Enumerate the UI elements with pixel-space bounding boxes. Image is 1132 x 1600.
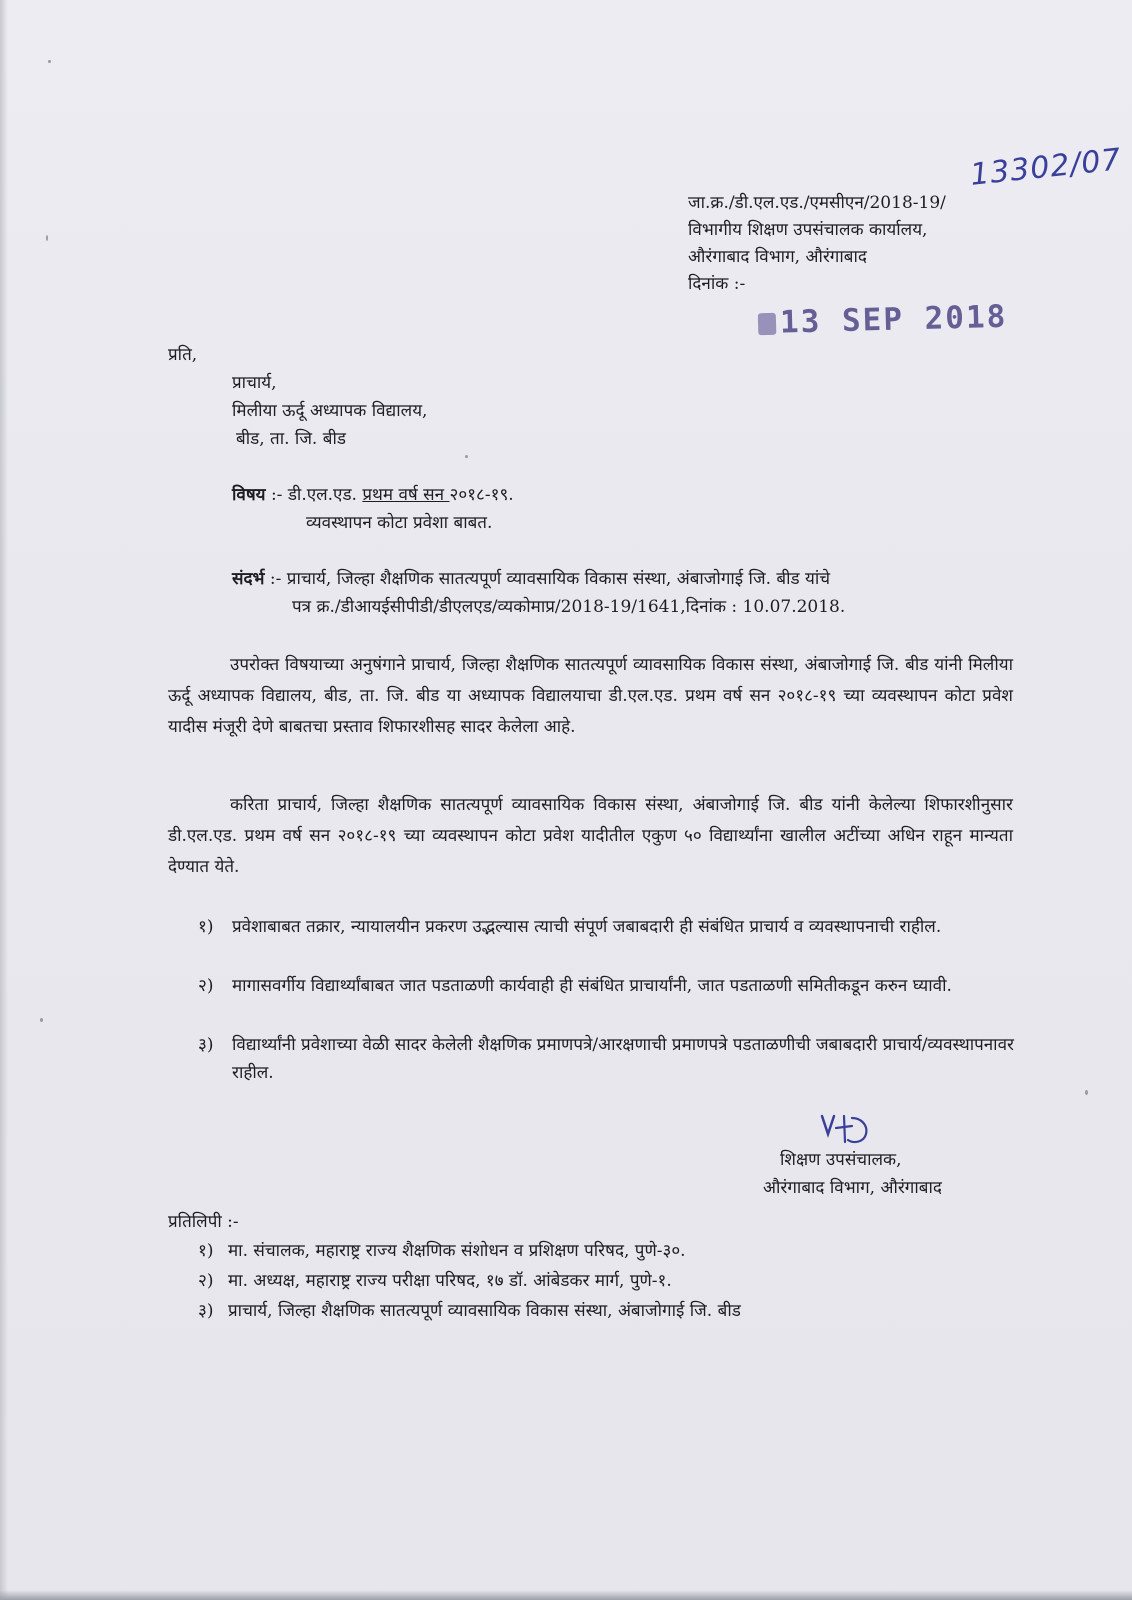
reference-line-1 — [232, 566, 830, 593]
to-label: प्रति, — [168, 345, 198, 365]
copy-to-text: प्राचार्य, जिल्हा शैक्षणिक सातत्यपूर्ण व्यावसायिक विकास संस्था, अंबाजोगाई जि. बीड — [228, 1301, 741, 1321]
condition-text: विद्यार्थ्यांनी प्रवेशाच्या वेळी सादर केलेली शैक्षणिक प्रमाणपत्रे/आरक्षणाची प्रमाणपत्रे पडताळणीची जबाबदारी प्राचार्य/व्यवस्थापनावर राहील. — [232, 1035, 1014, 1083]
reference-text-1: प्राचार्य, जिल्हा शैक्षणिक सातत्यपूर्ण व्यावसायिक विकास संस्था, अंबाजोगाई जि. बीड यांचे — [286, 569, 831, 589]
scan-edge-bottom — [0, 1590, 1132, 1600]
subject-year: प्रथम वर्ष सन — [362, 485, 450, 505]
condition-item — [198, 1031, 1018, 1087]
addressee-address: बीड, ता. जि. बीड — [236, 429, 346, 449]
scan-speck — [46, 235, 48, 241]
condition-text: प्रवेशाबाबत तक्रार, न्यायालयीन प्रकरण उद्भल्यास त्याची संपूर्ण जबाबदारी ही संबंधित प्राचार्य व व्यवस्थापनाची राहील. — [232, 917, 942, 937]
handwritten-signature-icon — [818, 1112, 874, 1148]
scan-edge-left — [0, 0, 8, 1600]
condition-item — [198, 913, 1018, 941]
copy-to-item — [198, 1237, 686, 1265]
reference-number: जा.क्र./डी.एल.एड./एमसीएन/2018-19/ — [688, 193, 946, 213]
reference-separator: :- — [264, 569, 287, 589]
subject-label: विषय — [232, 485, 266, 505]
addressee-institution: मिलीया ऊर्दू अध्यापक विद्यालय, — [232, 401, 428, 421]
division-name: औरंगाबाद विभाग, औरंगाबाद — [688, 247, 867, 267]
letter-header — [688, 190, 946, 298]
scan-speck — [1085, 1090, 1088, 1095]
copy-to-item — [198, 1267, 672, 1295]
copy-to-label: प्रतिलिपी :- — [168, 1212, 239, 1232]
copy-to-number: २) — [198, 1271, 214, 1291]
stamp-smudge-icon — [758, 313, 777, 335]
copy-to-number: १) — [198, 1241, 214, 1261]
condition-number: २) — [198, 976, 214, 996]
signatory-title: शिक्षण उपसंचालक, — [780, 1150, 902, 1170]
body-paragraph-2: करिता प्राचार्य, जिल्हा शैक्षणिक सातत्यपूर्ण व्यावसायिक विकास संस्था, अंबाजोगाई जि. बीड यांनी केलेल्या शिफारशीनुसार डी.एल.एड. प्रथम वर्ष सन २०१८-१९ च्या व्यवस्थापन कोटा प्रवेश यादीतील एकुण ५० विद्यार्थ्यांना खालील अटींच्या अधिन राहून मान्यता देण्यात येते. — [168, 795, 1013, 877]
subject-session: २०१८-१९. — [449, 485, 514, 505]
handwritten-inward-number: 13302/07 — [968, 142, 1124, 193]
condition-text: मागासवर्गीय विद्यार्थ्यांबाबत जात पडताळणी कार्यवाही ही संबंधित प्राचार्यांनी, जात पडताळणी समितीकडून करुन घ्यावी. — [232, 976, 952, 996]
date-stamp-text: 13 SEP 2018 — [779, 298, 1008, 341]
subject-line-2: व्यवस्थापन कोटा प्रवेशा बाबत. — [306, 513, 493, 533]
addressee-designation: प्राचार्य, — [232, 373, 277, 393]
subject-course: डी.एल.एड. — [287, 485, 363, 505]
subject-line-1 — [232, 482, 514, 509]
office-name: विभागीय शिक्षण उपसंचालक कार्यालय, — [688, 220, 928, 240]
subject-separator: :- — [265, 485, 288, 505]
date-stamp — [758, 299, 1008, 342]
copy-to-text: मा. अध्यक्ष, महाराष्ट्र राज्य परीक्षा परिषद, १७ डॉ. आंबेडकर मार्ग, पुणे-१. — [228, 1271, 672, 1291]
copy-to-item — [198, 1297, 741, 1325]
condition-number: ३) — [198, 1035, 214, 1055]
copy-to-number: ३) — [198, 1301, 214, 1321]
scan-speck — [48, 60, 51, 63]
scan-speck — [465, 455, 468, 458]
condition-number: १) — [198, 917, 214, 937]
body-paragraph-1: उपरोक्त विषयाच्या अनुषंगाने प्राचार्य, जिल्हा शैक्षणिक सातत्यपूर्ण व्यावसायिक विकास संस्था, अंबाजोगाई जि. बीड यांनी मिलीया ऊर्दू अध्यापक विद्यालय, बीड, ता. जि. बीड या अध्यापक विद्यालयाचा डी.एल.एड. प्रथम वर्ष सन २०१८-१९ च्या व्यवस्थापन कोटा प्रवेश यादीस मंजूरी देणे बाबतचा प्रस्ताव शिफारशीसह सादर केलेला आहे. — [168, 655, 1013, 737]
reference-label: संदर्भ — [232, 569, 265, 589]
copy-to-text: मा. संचालक, महाराष्ट्र राज्य शैक्षणिक संशोधन व प्रशिक्षण परिषद, पुणे-३०. — [228, 1241, 686, 1261]
date-label: दिनांक :- — [688, 274, 746, 294]
reference-line-2: पत्र क्र./डीआयईसीपीडी/डीएलएड/व्यकोमाप्र/2018-19/1641,दिनांक : 10.07.2018. — [292, 597, 846, 617]
condition-item — [198, 972, 1018, 1000]
signatory-office: औरंगाबाद विभाग, औरंगाबाद — [763, 1178, 942, 1198]
scan-speck — [40, 1018, 43, 1022]
